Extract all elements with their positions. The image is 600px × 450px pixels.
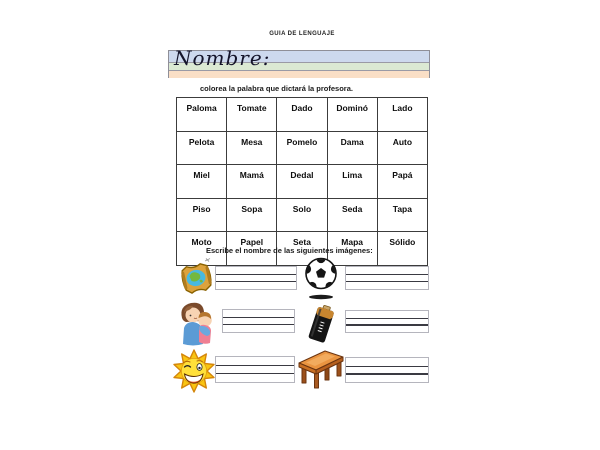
instruction-write-names: Escribe el nombre de las siguientes imágenes:: [206, 246, 373, 255]
table-row: [177, 165, 428, 199]
name-banner[interactable]: [168, 46, 430, 78]
map-icon: [176, 257, 217, 299]
word-cell[interactable]: Paloma: [177, 98, 227, 132]
word-cell[interactable]: Piso: [177, 198, 227, 232]
writing-box-soccer-ball[interactable]: [345, 266, 429, 290]
writing-line: [223, 317, 294, 318]
banner-stripe-peach: [169, 71, 429, 78]
writing-line: [346, 318, 428, 319]
writing-line: [216, 365, 294, 366]
word-cell[interactable]: Solo: [277, 198, 327, 232]
word-cell[interactable]: Dado: [277, 98, 327, 132]
writing-line: [346, 274, 428, 275]
word-cell[interactable]: Miel: [177, 165, 227, 199]
word-cell[interactable]: Tapa: [377, 198, 427, 232]
writing-box-battery[interactable]: [345, 310, 429, 333]
word-cell[interactable]: Seta: [277, 232, 327, 266]
word-cell[interactable]: Lima: [327, 165, 377, 199]
word-cell[interactable]: Dedal: [277, 165, 327, 199]
writing-box-table[interactable]: [345, 357, 429, 383]
sun-icon: [171, 348, 218, 396]
writing-line: [346, 366, 428, 367]
writing-box-sun[interactable]: [215, 356, 295, 383]
page-title: GUIA DE LENGUAJE: [269, 31, 335, 37]
word-cell[interactable]: Sopa: [227, 198, 277, 232]
table-row: [177, 131, 428, 165]
table-row: [177, 198, 428, 232]
writing-line: [216, 281, 296, 282]
word-cell[interactable]: Sólido: [377, 232, 427, 266]
writing-line: [346, 281, 428, 282]
word-cell[interactable]: Papel: [227, 232, 277, 266]
mother-child-icon: [176, 298, 219, 348]
soccer-ball-icon: [303, 256, 340, 300]
word-cell[interactable]: Dama: [327, 131, 377, 165]
word-table: [176, 97, 428, 266]
instruction-color-word: colorea la palabra que dictará la profesora.: [200, 84, 353, 93]
word-cell[interactable]: Moto: [177, 232, 227, 266]
writing-box-map[interactable]: [215, 266, 297, 290]
word-cell[interactable]: Dominó: [327, 98, 377, 132]
writing-line: [223, 324, 294, 325]
word-cell[interactable]: Tomate: [227, 98, 277, 132]
writing-line: [346, 324, 428, 325]
word-cell[interactable]: Mapa: [327, 232, 377, 266]
name-label: Nombre:: [174, 46, 271, 70]
writing-box-mother-child[interactable]: [222, 309, 295, 333]
writing-line: [216, 274, 296, 275]
word-cell[interactable]: Lado: [377, 98, 427, 132]
word-cell[interactable]: Pomelo: [277, 131, 327, 165]
word-cell[interactable]: Papá: [377, 165, 427, 199]
word-cell[interactable]: Mesa: [227, 131, 277, 165]
table-icon: [296, 346, 346, 392]
word-cell[interactable]: Auto: [377, 131, 427, 165]
writing-line: [346, 373, 428, 374]
word-cell[interactable]: Mamá: [227, 165, 277, 199]
writing-line: [216, 373, 294, 374]
battery-icon: [305, 302, 340, 347]
word-cell[interactable]: Pelota: [177, 131, 227, 165]
word-cell[interactable]: Seda: [327, 198, 377, 232]
table-row: [177, 98, 428, 132]
